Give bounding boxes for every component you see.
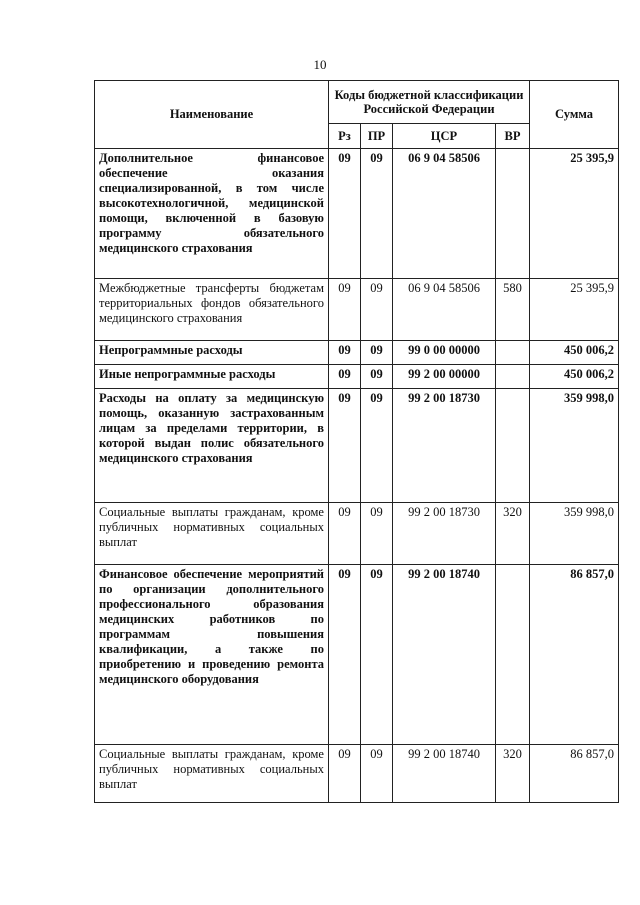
row-vr: 320 bbox=[496, 503, 530, 565]
row-csr: 99 2 00 18740 bbox=[393, 745, 496, 803]
row-name: Межбюджетные трансферты бюджетам территориальных фондов обязательного медицинского страхования bbox=[95, 279, 329, 341]
row-pr: 09 bbox=[361, 745, 393, 803]
row-pr: 09 bbox=[361, 365, 393, 389]
row-amount: 25 395,9 bbox=[530, 149, 619, 279]
row-name: Социальные выплаты гражданам, кроме публичных нормативных социальных выплат bbox=[95, 503, 329, 565]
row-csr: 99 2 00 00000 bbox=[393, 365, 496, 389]
row-pr: 09 bbox=[361, 149, 393, 279]
row-rz: 09 bbox=[329, 365, 361, 389]
row-amount: 359 998,0 bbox=[530, 503, 619, 565]
row-amount: 450 006,2 bbox=[530, 365, 619, 389]
row-amount: 86 857,0 bbox=[530, 745, 619, 803]
row-amount: 450 006,2 bbox=[530, 341, 619, 365]
table-row bbox=[95, 365, 619, 389]
row-vr: 320 bbox=[496, 745, 530, 803]
budget-table bbox=[94, 80, 619, 803]
row-rz: 09 bbox=[329, 341, 361, 365]
row-vr: 580 bbox=[496, 279, 530, 341]
table-row bbox=[95, 341, 619, 365]
table-row bbox=[95, 389, 619, 503]
header-name: Наименование bbox=[95, 81, 329, 149]
row-rz: 09 bbox=[329, 279, 361, 341]
row-name: Социальные выплаты гражданам, кроме публичных нормативных социальных выплат bbox=[95, 745, 329, 803]
row-pr: 09 bbox=[361, 279, 393, 341]
row-vr bbox=[496, 365, 530, 389]
row-csr: 99 2 00 18730 bbox=[393, 389, 496, 503]
row-csr: 99 2 00 18740 bbox=[393, 565, 496, 745]
row-name: Финансовое обеспечение мероприятий по организации дополнительного профессионального образования медицинских работников по программам повышения квалификации, а также по приобретению и проведению ремонта медицинского оборудования bbox=[95, 565, 329, 745]
table-row bbox=[95, 503, 619, 565]
row-pr: 09 bbox=[361, 503, 393, 565]
header-rz: Рз bbox=[329, 124, 361, 149]
header-csr: ЦСР bbox=[393, 124, 496, 149]
row-name: Расходы на оплату за медицинскую помощь, оказанную застрахованным лицам за пределами территории, в которой выдан полис обязательного медицинского страхования bbox=[95, 389, 329, 503]
row-pr: 09 bbox=[361, 389, 393, 503]
row-csr: 99 0 00 00000 bbox=[393, 341, 496, 365]
row-vr bbox=[496, 149, 530, 279]
header-amount: Сумма bbox=[530, 81, 619, 149]
row-rz: 09 bbox=[329, 565, 361, 745]
row-name: Иные непрограммные расходы bbox=[95, 365, 329, 389]
row-rz: 09 bbox=[329, 149, 361, 279]
row-vr bbox=[496, 389, 530, 503]
row-name: Непрограммные расходы bbox=[95, 341, 329, 365]
row-rz: 09 bbox=[329, 389, 361, 503]
row-csr: 06 9 04 58506 bbox=[393, 279, 496, 341]
row-vr bbox=[496, 565, 530, 745]
row-name: Дополнительное финансовое обеспечение оказания специализированной, в том числе высокотехнологичной, медицинской помощи, включенной в базовую программу обязательного медицинского страхования bbox=[95, 149, 329, 279]
table-row bbox=[95, 149, 619, 279]
row-rz: 09 bbox=[329, 503, 361, 565]
row-csr: 06 9 04 58506 bbox=[393, 149, 496, 279]
row-csr: 99 2 00 18730 bbox=[393, 503, 496, 565]
table-row bbox=[95, 745, 619, 803]
row-amount: 86 857,0 bbox=[530, 565, 619, 745]
row-amount: 25 395,9 bbox=[530, 279, 619, 341]
header-codes-group: Коды бюджетной классификации Российской Федерации bbox=[329, 81, 530, 124]
table-row bbox=[95, 565, 619, 745]
row-pr: 09 bbox=[361, 341, 393, 365]
page-number: 10 bbox=[313, 57, 327, 72]
row-amount: 359 998,0 bbox=[530, 389, 619, 503]
row-rz: 09 bbox=[329, 745, 361, 803]
header-vr: ВР bbox=[496, 124, 530, 149]
row-vr bbox=[496, 341, 530, 365]
row-pr: 09 bbox=[361, 565, 393, 745]
table-row bbox=[95, 279, 619, 341]
header-pr: ПР bbox=[361, 124, 393, 149]
